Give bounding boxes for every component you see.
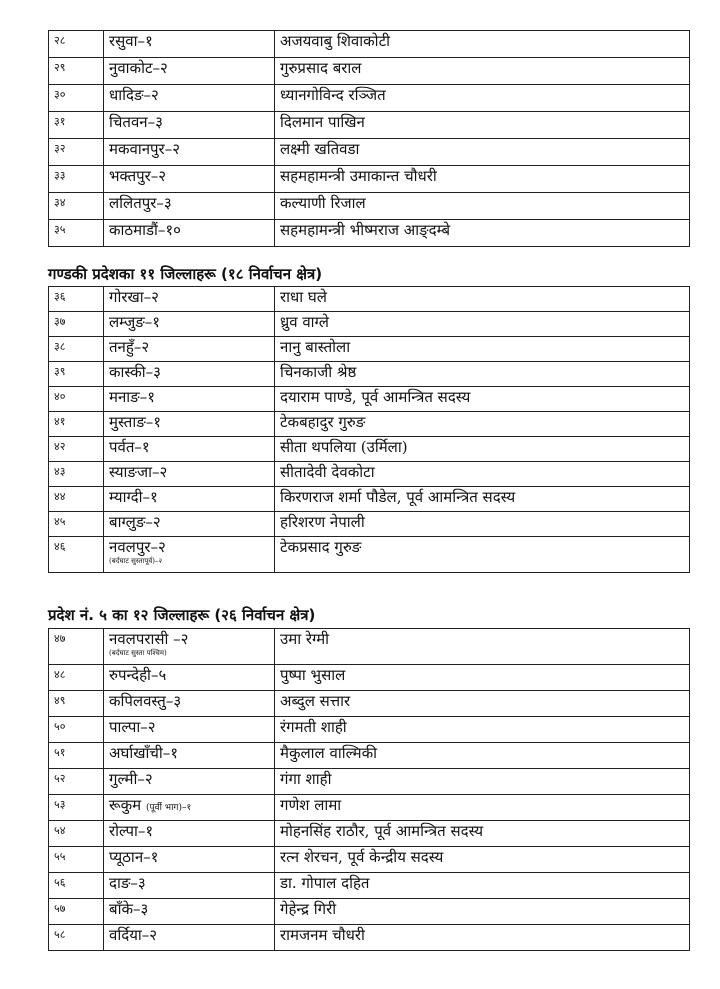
row-number: २९ bbox=[49, 58, 104, 85]
name-cell: गणेश लामा bbox=[275, 795, 690, 821]
row-number: ५४ bbox=[49, 821, 104, 847]
table-row bbox=[49, 193, 690, 220]
table-row bbox=[49, 362, 690, 387]
row-number: ३१ bbox=[49, 112, 104, 139]
table-row bbox=[49, 743, 690, 769]
district-cell: पाल्पा–२ bbox=[104, 717, 275, 743]
name-cell: किरणराज शर्मा पौडेल, पूर्व आमन्त्रित सदस्य bbox=[275, 487, 690, 512]
district-cell: रुपन्देही–५ bbox=[104, 665, 275, 691]
name-cell: उमा रेग्मी bbox=[275, 629, 690, 665]
district-cell: कपिलवस्तु–३ bbox=[104, 691, 275, 717]
row-number: ५२ bbox=[49, 769, 104, 795]
name-cell: रामजनम चौधरी bbox=[275, 925, 690, 951]
table-row bbox=[49, 899, 690, 925]
name-cell: मैकुलाल वाल्मिकी bbox=[275, 743, 690, 769]
name-cell: गुरुप्रसाद बराल bbox=[275, 58, 690, 85]
row-number: ३५ bbox=[49, 220, 104, 247]
district-cell: नुवाकोट–२ bbox=[104, 58, 275, 85]
row-number: ३४ bbox=[49, 193, 104, 220]
table-gandaki bbox=[48, 286, 690, 573]
district-cell: ललितपुर–३ bbox=[104, 193, 275, 220]
row-number: ५८ bbox=[49, 925, 104, 951]
table-bagmati bbox=[48, 30, 690, 247]
district-qualifier: (पूर्वी भाग)–१ bbox=[145, 803, 192, 813]
table-row bbox=[49, 437, 690, 462]
district-cell: मनाङ–१ bbox=[104, 387, 275, 412]
row-number: ३२ bbox=[49, 139, 104, 166]
district-name: नवलपुर–२ bbox=[109, 538, 166, 556]
name-cell: दिलमान पाखिन bbox=[275, 112, 690, 139]
table-row bbox=[49, 220, 690, 247]
name-cell: रंगमती शाही bbox=[275, 717, 690, 743]
district-cell: रसुवा–१ bbox=[104, 31, 275, 58]
row-number: ५६ bbox=[49, 873, 104, 899]
table-row bbox=[49, 166, 690, 193]
table-row bbox=[49, 873, 690, 899]
table-row bbox=[49, 512, 690, 537]
table-row bbox=[49, 717, 690, 743]
row-number: ५५ bbox=[49, 847, 104, 873]
section-heading-gandaki: गण्डकी प्रदेशका ११ जिल्लाहरू (१८ निर्वाचन क्षेत्र) bbox=[48, 265, 323, 283]
name-cell: सहमहामन्त्री उमाकान्त चौधरी bbox=[275, 166, 690, 193]
row-number: ५३ bbox=[49, 795, 104, 821]
district-cell bbox=[104, 537, 275, 573]
name-cell: गंगा शाही bbox=[275, 769, 690, 795]
district-cell: चितवन–३ bbox=[104, 112, 275, 139]
district-cell: भक्तपुर–२ bbox=[104, 166, 275, 193]
district-cell: मकवानपुर–२ bbox=[104, 139, 275, 166]
district-cell: म्याग्दी–१ bbox=[104, 487, 275, 512]
name-cell: अजयवाबु शिवाकोटी bbox=[275, 31, 690, 58]
row-number: ४२ bbox=[49, 437, 104, 462]
district-cell: गोरखा–२ bbox=[104, 287, 275, 312]
district-cell: तनहुँ–२ bbox=[104, 337, 275, 362]
table-row bbox=[49, 85, 690, 112]
name-cell: दयाराम पाण्डे, पूर्व आमन्त्रित सदस्य bbox=[275, 387, 690, 412]
name-cell: अब्दुल सत्तार bbox=[275, 691, 690, 717]
district-cell: दाङ–३ bbox=[104, 873, 275, 899]
district-cell: स्याङजा–२ bbox=[104, 462, 275, 487]
row-number: ५० bbox=[49, 717, 104, 743]
table-row bbox=[49, 925, 690, 951]
district-cell bbox=[104, 629, 275, 665]
row-number: ५१ bbox=[49, 743, 104, 769]
name-cell: लक्ष्मी खतिवडा bbox=[275, 139, 690, 166]
row-number: ३९ bbox=[49, 362, 104, 387]
table-row bbox=[49, 312, 690, 337]
name-cell: टेकप्रसाद गुरुङ bbox=[275, 537, 690, 573]
table-row bbox=[49, 139, 690, 166]
district-cell: बाँके–३ bbox=[104, 899, 275, 925]
district-name: नवलपरासी –२ bbox=[109, 630, 189, 648]
table-row bbox=[49, 287, 690, 312]
district-name: रूकुम bbox=[109, 796, 142, 814]
row-number: ४१ bbox=[49, 412, 104, 437]
row-number: ४८ bbox=[49, 665, 104, 691]
name-cell: सीता थपलिया (उर्मिला) bbox=[275, 437, 690, 462]
row-number: २८ bbox=[49, 31, 104, 58]
district-cell: कास्की–३ bbox=[104, 362, 275, 387]
district-cell: पर्वत–१ bbox=[104, 437, 275, 462]
row-number: ३३ bbox=[49, 166, 104, 193]
table-row bbox=[49, 537, 690, 573]
name-cell: सीतादेवी देवकोटा bbox=[275, 462, 690, 487]
table-row bbox=[49, 691, 690, 717]
name-cell: सहमहामन्त्री भीष्मराज आङ्दम्बे bbox=[275, 220, 690, 247]
row-number: ३८ bbox=[49, 337, 104, 362]
name-cell: ध्यानगोविन्द रञ्जित bbox=[275, 85, 690, 112]
table-row bbox=[49, 665, 690, 691]
name-cell: टेकबहादुर गुरुङ bbox=[275, 412, 690, 437]
table-row bbox=[49, 821, 690, 847]
district-cell: वर्दिया–२ bbox=[104, 925, 275, 951]
table-row bbox=[49, 462, 690, 487]
row-number: ४४ bbox=[49, 487, 104, 512]
table-row bbox=[49, 58, 690, 85]
table-row bbox=[49, 847, 690, 873]
table-row bbox=[49, 337, 690, 362]
table-province5 bbox=[48, 628, 690, 951]
district-cell: बाग्लुङ–२ bbox=[104, 512, 275, 537]
district-cell: रोल्पा–१ bbox=[104, 821, 275, 847]
district-cell: प्यूठान–१ bbox=[104, 847, 275, 873]
name-cell: डा. गोपाल दहित bbox=[275, 873, 690, 899]
row-number: ३७ bbox=[49, 312, 104, 337]
name-cell: गेहेन्द्र गिरी bbox=[275, 899, 690, 925]
row-number: ४३ bbox=[49, 462, 104, 487]
table-row bbox=[49, 387, 690, 412]
district-subtitle: (बर्दघाट सुस्तापूर्व)–२ bbox=[109, 557, 163, 565]
district-cell: काठमाडौं–१० bbox=[104, 220, 275, 247]
row-number: ४९ bbox=[49, 691, 104, 717]
name-cell: ध्रुव वाग्ले bbox=[275, 312, 690, 337]
table-row bbox=[49, 795, 690, 821]
row-number: ४० bbox=[49, 387, 104, 412]
table-row bbox=[49, 629, 690, 665]
district-cell: अर्घाखाँची–१ bbox=[104, 743, 275, 769]
table-row bbox=[49, 31, 690, 58]
name-cell: कल्याणी रिजाल bbox=[275, 193, 690, 220]
table-row bbox=[49, 487, 690, 512]
name-cell: पुष्पा भुसाल bbox=[275, 665, 690, 691]
name-cell: चिनकाजी श्रेष्ठ bbox=[275, 362, 690, 387]
district-cell: गुल्मी–२ bbox=[104, 769, 275, 795]
district-cell: धादिङ–२ bbox=[104, 85, 275, 112]
name-cell: रत्न शेरचन, पूर्व केन्द्रीय सदस्य bbox=[275, 847, 690, 873]
row-number: ३६ bbox=[49, 287, 104, 312]
district-cell bbox=[104, 795, 275, 821]
table-row bbox=[49, 412, 690, 437]
row-number: ४६ bbox=[49, 537, 104, 573]
row-number: ४७ bbox=[49, 629, 104, 665]
district-cell: मुस्ताङ–१ bbox=[104, 412, 275, 437]
name-cell: राधा घले bbox=[275, 287, 690, 312]
row-number: ४५ bbox=[49, 512, 104, 537]
row-number: ५७ bbox=[49, 899, 104, 925]
section-heading-province5: प्रदेश नं. ५ का १२ जिल्लाहरू (२६ निर्वाचन क्षेत्र) bbox=[48, 606, 316, 624]
district-cell: लम्जुङ–१ bbox=[104, 312, 275, 337]
district-subtitle: (बर्दघाट सुस्ता पश्चिम) bbox=[109, 649, 167, 657]
name-cell: मोहनसिंह राठौर, पूर्व आमन्त्रित सदस्य bbox=[275, 821, 690, 847]
table-row bbox=[49, 769, 690, 795]
name-cell: नानु बास्तोला bbox=[275, 337, 690, 362]
name-cell: हरिशरण नेपाली bbox=[275, 512, 690, 537]
table-row bbox=[49, 112, 690, 139]
row-number: ३० bbox=[49, 85, 104, 112]
